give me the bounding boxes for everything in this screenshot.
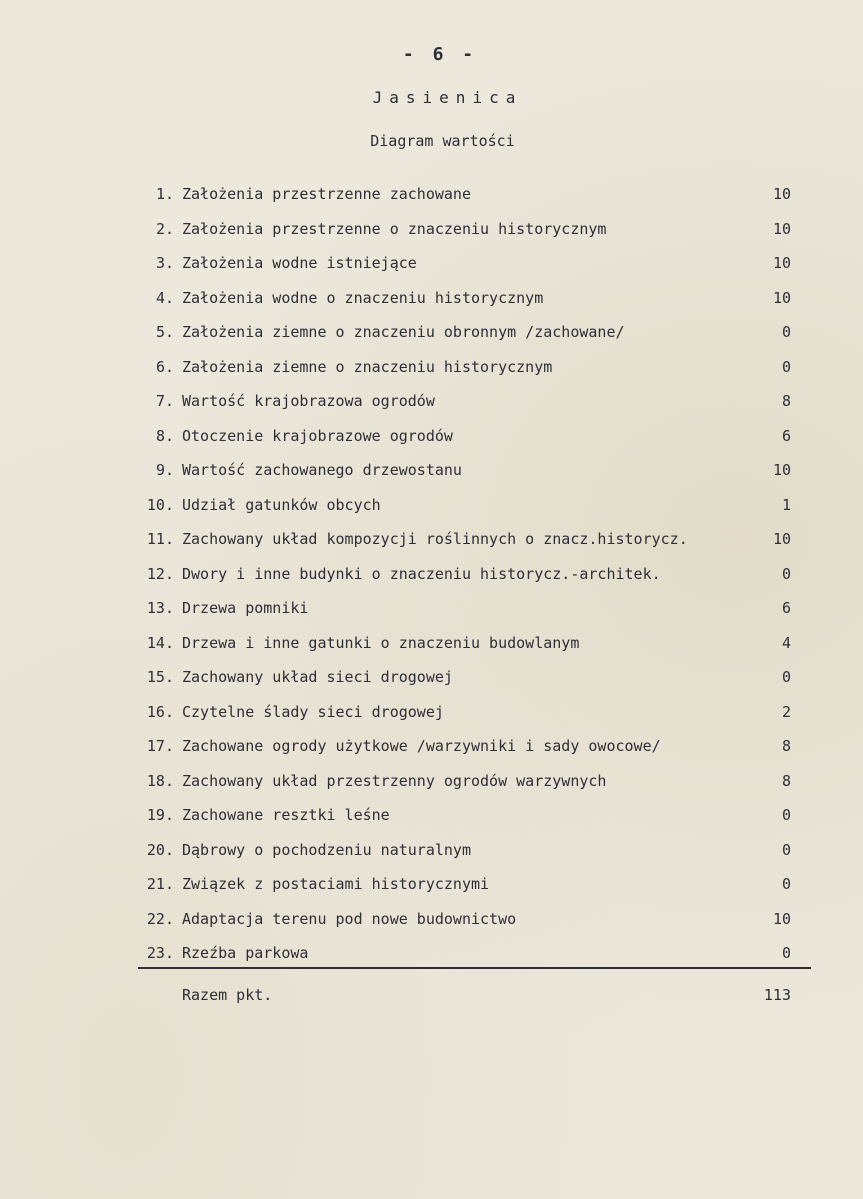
list-item: [0, 287, 863, 322]
item-label: Rzeźba parkowa: [182, 944, 309, 962]
item-label: Dąbrowy o pochodzeniu naturalnym: [182, 840, 471, 859]
list-item: [0, 632, 863, 667]
item-number: 12.: [146, 564, 174, 583]
item-score: 0: [781, 840, 791, 859]
list-item: [0, 218, 863, 253]
list-item: [0, 597, 863, 632]
item-label: Zachowany układ sieci drogowej: [182, 668, 453, 686]
item-score: 0: [781, 806, 791, 824]
list-item: [0, 528, 863, 563]
item-label: Związek z postaciami historycznymi: [182, 875, 490, 893]
item-number: 13.: [146, 599, 174, 617]
item-score: 0: [781, 875, 791, 893]
list-item: [0, 770, 863, 805]
item-score: 4: [781, 633, 791, 652]
list-item: [0, 804, 863, 839]
item-number: 22.: [146, 909, 174, 928]
item-score: 0: [781, 323, 791, 341]
list-item: [0, 735, 863, 770]
item-score: 10: [772, 219, 791, 238]
list-item: [0, 839, 863, 874]
item-label: Otoczenie krajobrazowe ogrodów: [182, 426, 453, 445]
item-label: Udział gatunków obcych: [182, 495, 381, 514]
item-score: 10: [772, 461, 791, 479]
document-subtitle: Diagram wartości: [370, 132, 515, 150]
item-label: Wartość zachowanego drzewostanu: [182, 461, 462, 479]
list-item: [0, 942, 863, 977]
item-number: 6.: [155, 357, 174, 376]
total-value: 113: [763, 986, 791, 1004]
list-item: [0, 563, 863, 598]
item-score: 10: [772, 909, 791, 928]
item-number: 23.: [146, 944, 174, 962]
item-score: 8: [781, 771, 791, 790]
item-number: 7.: [155, 392, 174, 410]
item-number: 15.: [146, 668, 174, 686]
item-label: Założenia wodne o znaczeniu historycznym: [182, 288, 544, 307]
item-label: Założenia przestrzenne o znaczeniu historycznym: [182, 219, 607, 238]
item-score: 10: [772, 288, 791, 307]
item-number: 9.: [155, 461, 174, 479]
item-score: 6: [781, 599, 791, 617]
total-label: Razem pkt.: [182, 986, 273, 1004]
item-label: Zachowane ogrody użytkowe /warzywniki i sady owocowe/: [182, 737, 661, 755]
item-number: 5.: [155, 323, 174, 341]
item-label: Adaptacja terenu pod nowe budownictwo: [182, 909, 517, 928]
item-label: Założenia ziemne o znaczeniu historycznym: [182, 357, 553, 376]
item-number: 8.: [155, 426, 174, 445]
item-number: 4.: [155, 288, 174, 307]
list-item: [0, 252, 863, 287]
item-number: 10.: [146, 495, 174, 514]
item-label: Drzewa pomniki: [182, 599, 309, 617]
item-number: 17.: [146, 737, 174, 755]
item-score: 0: [781, 357, 791, 376]
item-number: 19.: [146, 806, 174, 824]
item-label: Założenia wodne istniejące: [182, 254, 417, 272]
item-score: 8: [781, 392, 791, 410]
list-item: [0, 459, 863, 494]
item-score: 10: [772, 254, 791, 272]
item-label: Dwory i inne budynki o znaczeniu historycz.-architek.: [182, 564, 661, 583]
item-label: Założenia ziemne o znaczeniu obronnym /zachowane/: [182, 323, 625, 341]
item-label: Zachowany układ przestrzenny ogrodów warzywnych: [182, 771, 607, 790]
list-item: [0, 183, 863, 218]
list-item: [0, 873, 863, 908]
item-number: 1.: [155, 185, 174, 203]
item-label: Zachowany układ kompozycji roślinnych o znacz.historycz.: [182, 530, 688, 548]
item-label: Drzewa i inne gatunki o znaczeniu budowlanym: [182, 633, 580, 652]
item-number: 16.: [146, 702, 174, 721]
item-number: 20.: [146, 840, 174, 859]
item-number: 18.: [146, 771, 174, 790]
item-number: 3.: [155, 254, 174, 272]
item-number: 21.: [146, 875, 174, 893]
list-item: [0, 494, 863, 529]
item-number: 2.: [155, 219, 174, 238]
document-title: Jasienica: [372, 88, 523, 107]
list-item: [0, 425, 863, 460]
item-number: 14.: [146, 633, 174, 652]
item-score: 6: [781, 426, 791, 445]
item-label: Wartość krajobrazowa ogrodów: [182, 392, 435, 410]
item-score: 10: [772, 530, 791, 548]
item-score: 0: [781, 668, 791, 686]
list-item: [0, 701, 863, 736]
item-score: 0: [781, 564, 791, 583]
item-score: 10: [772, 185, 791, 203]
list-item: [0, 390, 863, 425]
item-score: 2: [781, 702, 791, 721]
value-list: [0, 183, 863, 977]
list-item: [0, 666, 863, 701]
item-score: 0: [781, 944, 791, 962]
list-item: [0, 356, 863, 391]
total-divider: [138, 967, 811, 969]
item-score: 8: [781, 737, 791, 755]
page-number: - 6 -: [402, 44, 478, 65]
list-item: [0, 321, 863, 356]
list-item: [0, 908, 863, 943]
item-label: Zachowane resztki leśne: [182, 806, 390, 824]
item-number: 11.: [146, 530, 174, 548]
item-label: Założenia przestrzenne zachowane: [182, 185, 471, 203]
item-score: 1: [781, 495, 791, 514]
item-label: Czytelne ślady sieci drogowej: [182, 702, 444, 721]
